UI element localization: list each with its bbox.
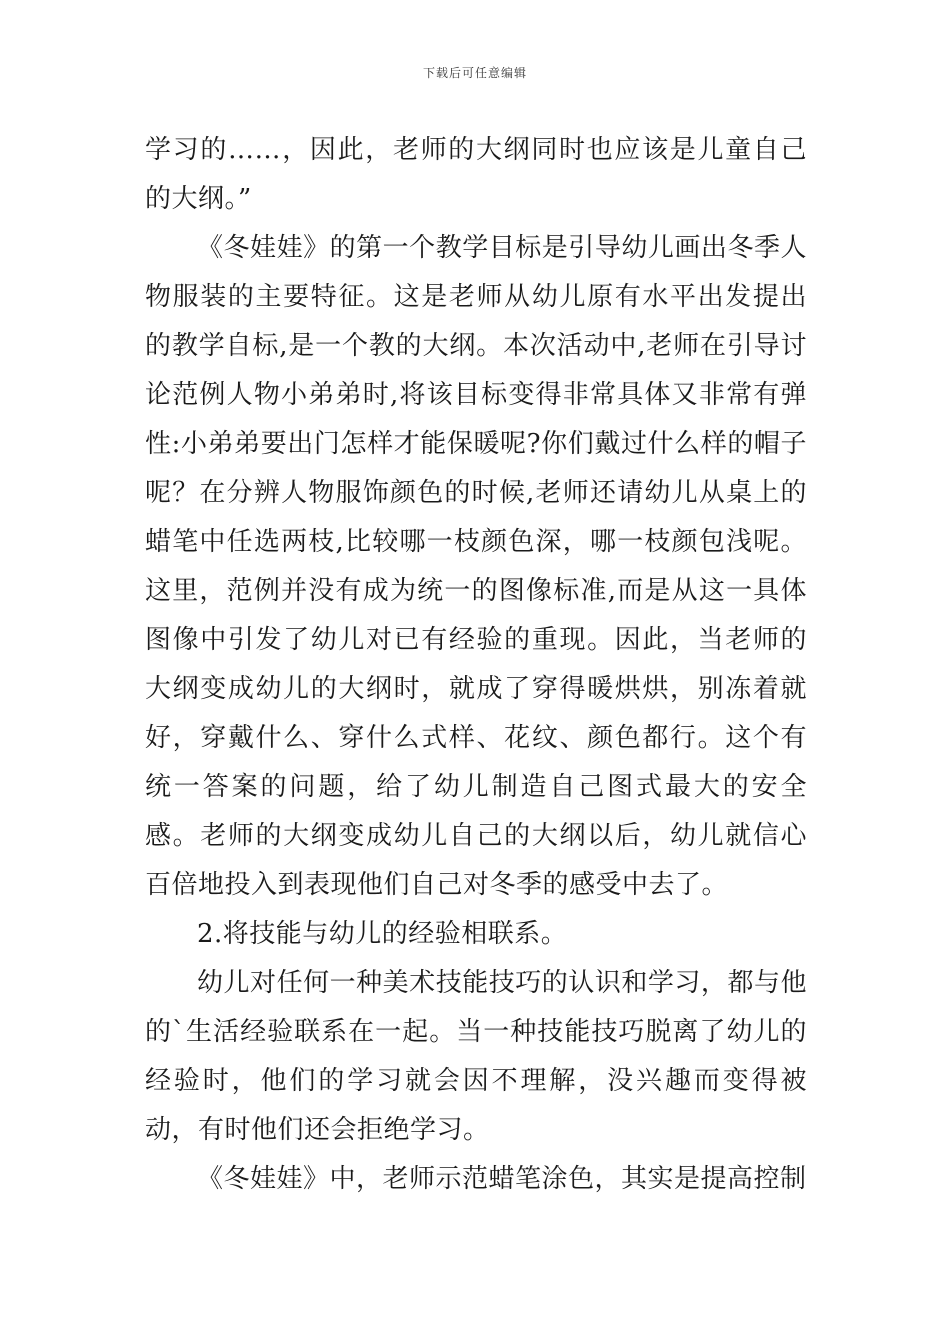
- paragraph-3: 2.将技能与幼儿的经验相联系。: [197, 919, 568, 949]
- paragraph-4: 幼儿对任何一种美术技能技巧的认识和学习，都与他的`生活经验联系在一起。当一种技能技巧脱离了幼儿的经验时，他们的学习就会因不理解，没兴趣而变得被动，有时他们还会拒绝学习。: [145, 968, 807, 1145]
- paragraph-1: 学习的……，因此，老师的大纲同时也应该是儿童自己的大纲。”: [145, 135, 807, 214]
- page-header: 下载后可任意编辑: [422, 66, 527, 80]
- document-body: [145, 126, 807, 1204]
- paragraph-2: 《冬娃娃》的第一个教学目标是引导幼儿画出冬季人物服装的主要特征。这是老师从幼儿原有水平出发提出的教学自标,是一个教的大纲。本次活动中,老师在引导讨论范例人物小弟弟时,将该目标变得非常具体又非常有弹性:小弟弟要出门怎样才能保暖呢?你们戴过什么样的帽子呢？在分辨人物服饰颜色的时候,老师还请幼儿从桌上的蜡笔中任选两枝,比较哪一枝颜色深，哪一枝颜包浅呢。这里，范例并没有成为统一的图像标准,而是从这一具体图像中引发了幼儿对已有经验的重现。因此，当老师的大纲变成幼儿的大纲时，就成了穿得暖烘烘，别冻着就好，穿戴什么、穿什么式样、花纹、颜色都行。这个有统一答案的问题，给了幼儿制造自己图式最大的安全感。老师的大纲变成幼儿自己的大纲以后，幼儿就信心百倍地投入到表现他们自己对冬季的感受中去了。: [145, 233, 807, 900]
- paragraph-5: 《冬娃娃》中，老师示范蜡笔涂色，其实是提高控制: [197, 1164, 807, 1194]
